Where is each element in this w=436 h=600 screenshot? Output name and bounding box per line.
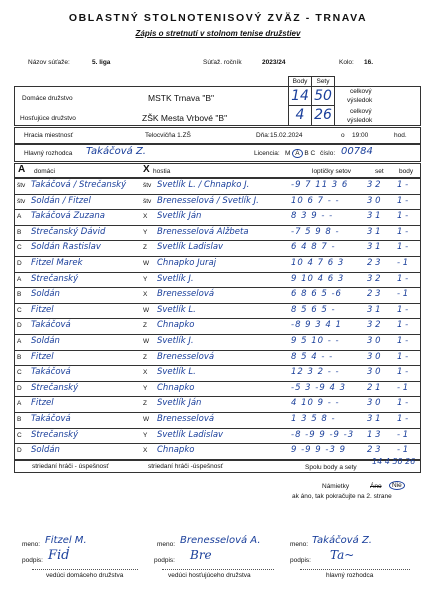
table-row xyxy=(14,412,421,429)
time-unit: hod. xyxy=(394,132,407,139)
row-home-player: Soldán / Fitzel xyxy=(31,195,91,206)
row-set-result: 3 2 xyxy=(367,180,381,190)
season-label: Súťaž. ročník xyxy=(203,59,242,66)
ref-signature: Ta~ xyxy=(330,548,355,562)
row-set-result: 3 0 xyxy=(367,398,381,409)
table-row xyxy=(14,365,421,382)
away-name-label: meno: xyxy=(157,541,176,548)
row-away-player: Brenesselová xyxy=(157,414,215,424)
away-sets: 26 xyxy=(311,105,335,126)
row-set-result: 3 2 xyxy=(367,273,381,284)
license-c: C xyxy=(310,150,316,157)
row-home-label: B xyxy=(17,228,22,236)
row-away-player: Chnapko xyxy=(157,445,195,456)
row-away-label: štv xyxy=(143,197,152,205)
row-away-label: Z xyxy=(143,244,147,252)
row-away-label: X xyxy=(143,213,148,221)
row-away-label: Z xyxy=(143,322,147,330)
row-set-scores: 9 -9 9 -3 9 xyxy=(291,445,346,456)
row-set-result: 2 3 xyxy=(367,445,381,456)
referee-label: Hlavný rozhodca xyxy=(24,150,73,157)
row-set-result: 3 1 xyxy=(367,211,381,222)
row-home-label: A xyxy=(17,400,22,408)
home-points: 14 xyxy=(288,86,312,106)
table-row xyxy=(14,334,421,351)
row-set-scores: 10 4 7 6 3 xyxy=(291,258,345,268)
row-away-label: X xyxy=(143,369,148,377)
row-points: 1 - xyxy=(397,367,409,378)
away-name: Brenesselová A. xyxy=(180,535,261,546)
row-home-player: Takáčová xyxy=(31,367,71,378)
table-row xyxy=(14,209,421,226)
row-set-scores: -8 -9 9 -9 -3 xyxy=(291,429,355,440)
round-label: Kolo: xyxy=(339,59,354,66)
home-name: Fitzel M. xyxy=(45,535,87,546)
ref-sign-label: podpis: xyxy=(290,557,311,564)
row-set-result: 3 2 xyxy=(367,320,381,331)
ref-sign-line xyxy=(300,569,410,570)
row-home-label: D xyxy=(17,384,22,392)
row-set-result: 3 0 xyxy=(367,336,381,346)
row-home-label: štv xyxy=(17,197,26,205)
table-row xyxy=(14,318,421,335)
row-set-scores: 4 10 9 - - xyxy=(291,398,340,409)
col-a: A xyxy=(18,164,26,175)
row-home-player: Soldán xyxy=(31,289,60,300)
table-header xyxy=(14,163,421,178)
row-points: - 1 xyxy=(397,382,409,393)
row-away-player: Svetlík L. xyxy=(157,367,196,378)
table-row xyxy=(14,272,421,289)
row-set-scores: 8 3 9 - - xyxy=(291,211,334,222)
venue-label: Hracia miestnosť xyxy=(24,132,74,139)
row-home-player: Strečanský Dávid xyxy=(31,226,106,237)
row-home-player: Soldán Rastislav xyxy=(31,242,101,253)
row-away-player: Svetlík Ján xyxy=(157,211,202,222)
table-row xyxy=(14,350,421,367)
row-home-label: C xyxy=(17,369,22,377)
time-value: 19:00 xyxy=(352,132,369,139)
row-points: 1 - xyxy=(397,320,409,331)
row-away-label: Y xyxy=(143,384,148,392)
totals-label: Spolu body a sety xyxy=(305,464,357,471)
col-points: body xyxy=(399,168,414,175)
row-set-scores: 10 6 7 - - xyxy=(291,195,340,206)
row-away-player: Svetlík Ladislav xyxy=(157,429,224,440)
row-away-label: Y xyxy=(143,275,148,283)
license-m: M xyxy=(285,150,291,157)
away-subs-label: striedaní hráči -úspešnosť xyxy=(148,463,224,470)
home-signature: Fiḋ xyxy=(48,548,70,563)
protest-yes: Áno xyxy=(370,483,382,490)
row-set-result: 3 0 xyxy=(367,367,381,378)
row-away-player: Svetlík J. xyxy=(157,336,194,346)
home-sign-label: podpis: xyxy=(22,557,43,564)
row-set-scores: 9 5 10 - - xyxy=(291,336,340,346)
referee-number: 00784 xyxy=(341,146,373,157)
row-set-scores: 12 3 2 - - xyxy=(291,367,340,378)
row-home-player: Strečanský xyxy=(31,382,79,393)
totals-value: 14 4 50 26 xyxy=(372,457,416,466)
date-value: 15.02.2024 xyxy=(270,132,303,139)
row-home-player: Takáčová xyxy=(31,320,71,331)
row-set-scores: -7 5 9 8 - xyxy=(291,226,340,237)
away-sign-label: podpis: xyxy=(154,557,175,564)
row-away-player: Chnapko Juraj xyxy=(157,258,217,268)
col-set: set xyxy=(375,168,384,175)
away-team-label: Hosťujúce družstvo xyxy=(20,115,76,122)
row-home-player: Fitzel xyxy=(31,398,54,409)
row-home-player: Fitzel Marek xyxy=(31,258,83,268)
row-points: 1 - xyxy=(397,242,409,253)
row-points: 1 - xyxy=(397,414,409,424)
table-row xyxy=(14,194,421,211)
row-points: - 1 xyxy=(397,289,409,300)
row-away-player: Brenesselová xyxy=(157,289,215,300)
row-away-label: W xyxy=(143,260,150,267)
row-home-label: A xyxy=(17,338,22,345)
row-points: 1 - xyxy=(397,195,409,206)
home-sign-line xyxy=(32,569,138,570)
time-label: o xyxy=(341,132,345,139)
row-home-label: A xyxy=(17,213,22,221)
result-label-3: celkový xyxy=(350,108,372,115)
ref-role: hlavný rozhodca xyxy=(326,572,374,579)
table-row xyxy=(14,381,421,398)
row-home-label: C xyxy=(17,244,22,252)
row-set-scores: -5 3 -9 4 3 xyxy=(291,382,346,393)
row-set-scores: 9 10 4 6 3 xyxy=(291,273,345,284)
row-set-result: 3 1 xyxy=(367,304,381,315)
body-header: Body xyxy=(288,76,312,87)
round-value: 16. xyxy=(364,59,374,66)
row-away-player: Brenesselová / Svetlík J. xyxy=(157,195,259,206)
row-set-result: 1 3 xyxy=(367,429,381,440)
row-points: 1 - xyxy=(397,273,409,284)
table-row xyxy=(14,178,421,195)
row-away-label: Z xyxy=(143,400,147,408)
row-set-scores: 6 8 6 5 -6 xyxy=(291,289,342,300)
col-away: hostia xyxy=(153,168,171,175)
col-home: domáci xyxy=(34,168,55,175)
row-set-scores: 6 4 8 7 - xyxy=(291,242,336,253)
row-set-result: 3 1 xyxy=(367,242,381,253)
row-points: 1 - xyxy=(397,180,409,190)
row-away-label: W xyxy=(143,338,150,345)
number-label: číslo: xyxy=(320,150,336,157)
result-label-4: výsledok xyxy=(347,117,373,124)
row-set-scores: -9 7 11 3 6 xyxy=(291,180,349,190)
away-signature: Bre xyxy=(190,548,212,562)
col-x: X xyxy=(143,164,150,175)
row-set-result: 3 0 xyxy=(367,351,381,362)
home-team-label: Domáce družstvo xyxy=(22,95,73,102)
row-set-result: 3 1 xyxy=(367,414,381,424)
row-set-scores: -8 9 3 4 1 xyxy=(291,320,342,331)
row-away-player: Chnapko xyxy=(157,320,195,331)
home-role: vedúci domáceho družstva xyxy=(46,572,124,579)
col-sets: loptičky setov xyxy=(312,168,352,175)
away-points: 4 xyxy=(288,105,312,126)
row-points: 1 - xyxy=(397,226,409,237)
row-away-label: Y xyxy=(143,228,148,236)
table-row xyxy=(14,225,421,242)
row-home-player: Fitzel xyxy=(31,304,54,315)
row-home-label: D xyxy=(17,260,22,267)
row-home-player: Takáčová Zuzana xyxy=(31,211,105,222)
home-subs-label: striedaní hráči - úspešnosť xyxy=(32,463,109,470)
row-away-label: Y xyxy=(143,431,148,439)
row-home-player: Takáčová / Strečanský xyxy=(31,180,127,190)
row-away-label: X xyxy=(143,447,148,455)
competition-label: Názov súťaže: xyxy=(28,59,70,66)
home-name-label: meno: xyxy=(22,541,41,548)
row-points: 1 - xyxy=(397,211,409,222)
ref-name: Takáčová Z. xyxy=(312,535,372,546)
row-away-player: Svetlík Ladislav xyxy=(157,242,224,253)
row-points: 1 - xyxy=(397,398,409,409)
row-set-result: 2 3 xyxy=(367,289,381,300)
federation-title: OBLASTNÝ STOLNOTENISOVÝ ZVÄZ - TRNAVA xyxy=(68,12,368,24)
row-away-player: Svetlík L. xyxy=(157,304,196,315)
row-home-label: B xyxy=(17,416,22,423)
row-set-result: 3 1 xyxy=(367,226,381,237)
row-away-label: štv xyxy=(143,182,152,189)
away-role: vedúci hosťujúceho družstva xyxy=(168,572,251,579)
row-home-label: D xyxy=(17,447,22,455)
table-row xyxy=(14,428,421,445)
row-home-label: D xyxy=(17,322,22,330)
season-value: 2023/24 xyxy=(262,59,286,66)
row-home-player: Fitzel xyxy=(31,351,54,362)
row-home-player: Takáčová xyxy=(31,414,71,424)
row-home-player: Soldán xyxy=(31,336,60,346)
row-away-player: Svetlík J. xyxy=(157,273,194,284)
row-points: - 1 xyxy=(397,429,409,440)
protest-no-selected: Nie xyxy=(389,481,405,490)
table-row xyxy=(14,256,421,273)
table-row xyxy=(14,396,421,413)
venue-value: Telocvičňa 1.ZŠ xyxy=(145,132,191,139)
row-home-label: B xyxy=(17,291,22,299)
home-sets: 50 xyxy=(311,86,335,106)
row-away-player: Brenesselová xyxy=(157,351,215,362)
date-label: Dňa: xyxy=(256,132,270,139)
row-set-result: 3 0 xyxy=(367,195,381,206)
license-a-selected: A xyxy=(292,149,302,158)
protest-continue: ak áno, tak pokračujte na 2. strane xyxy=(292,493,392,500)
sets-header: Sety xyxy=(311,76,335,87)
row-set-scores: 8 5 6 5 - xyxy=(291,304,336,315)
result-label-1: celkový xyxy=(350,88,372,95)
table-row xyxy=(14,240,421,257)
row-set-result: 2 1 xyxy=(367,382,381,393)
row-points: - 1 xyxy=(397,445,409,456)
row-points: - 1 xyxy=(397,258,409,268)
license-label: Licencia: xyxy=(254,150,280,157)
row-points: 1 - xyxy=(397,304,409,315)
table-row xyxy=(14,287,421,304)
row-set-scores: 8 5 4 - - xyxy=(291,351,334,362)
row-home-label: A xyxy=(17,275,22,283)
away-team-name: ZŠK Mesta Vrbové "B" xyxy=(142,113,228,123)
row-away-label: Z xyxy=(143,353,147,361)
form-subtitle: Zápis o stretnutí v stolnom tenise družstiev xyxy=(135,29,301,38)
row-away-label: W xyxy=(143,416,150,423)
license-b: B xyxy=(304,150,309,157)
row-home-label: B xyxy=(17,353,22,361)
row-away-label: X xyxy=(143,291,148,299)
protest-label: Námietky xyxy=(322,483,350,490)
ref-name-label: meno: xyxy=(290,541,309,548)
row-home-label: C xyxy=(17,431,22,439)
row-points: 1 - xyxy=(397,351,409,362)
row-set-result: 2 3 xyxy=(367,258,381,268)
license-options xyxy=(285,150,315,157)
away-sign-line xyxy=(162,569,274,570)
home-team-name: MSTK Trnava "B" xyxy=(148,93,215,103)
row-home-player: Strečanský xyxy=(31,273,79,284)
row-away-label: W xyxy=(143,306,150,314)
row-points: 1 - xyxy=(397,336,409,346)
table-row xyxy=(14,443,421,460)
row-home-label: C xyxy=(17,306,22,314)
result-label-2: výsledok xyxy=(347,97,373,104)
row-home-label: štv xyxy=(17,182,26,189)
referee-name: Takáčová Z. xyxy=(86,146,146,157)
row-away-player: Svetlík L. / Chnapko J. xyxy=(157,180,250,190)
row-away-player: Chnapko xyxy=(157,382,195,393)
row-set-scores: 1 3 5 8 - xyxy=(291,414,336,424)
row-away-player: Brenesselová Alžbeta xyxy=(157,226,249,237)
row-home-player: Soldán xyxy=(31,445,60,456)
row-home-player: Strečanský xyxy=(31,429,79,440)
competition-value: 5. liga xyxy=(92,59,111,66)
table-row xyxy=(14,303,421,320)
row-away-player: Svetlík Ján xyxy=(157,398,202,409)
